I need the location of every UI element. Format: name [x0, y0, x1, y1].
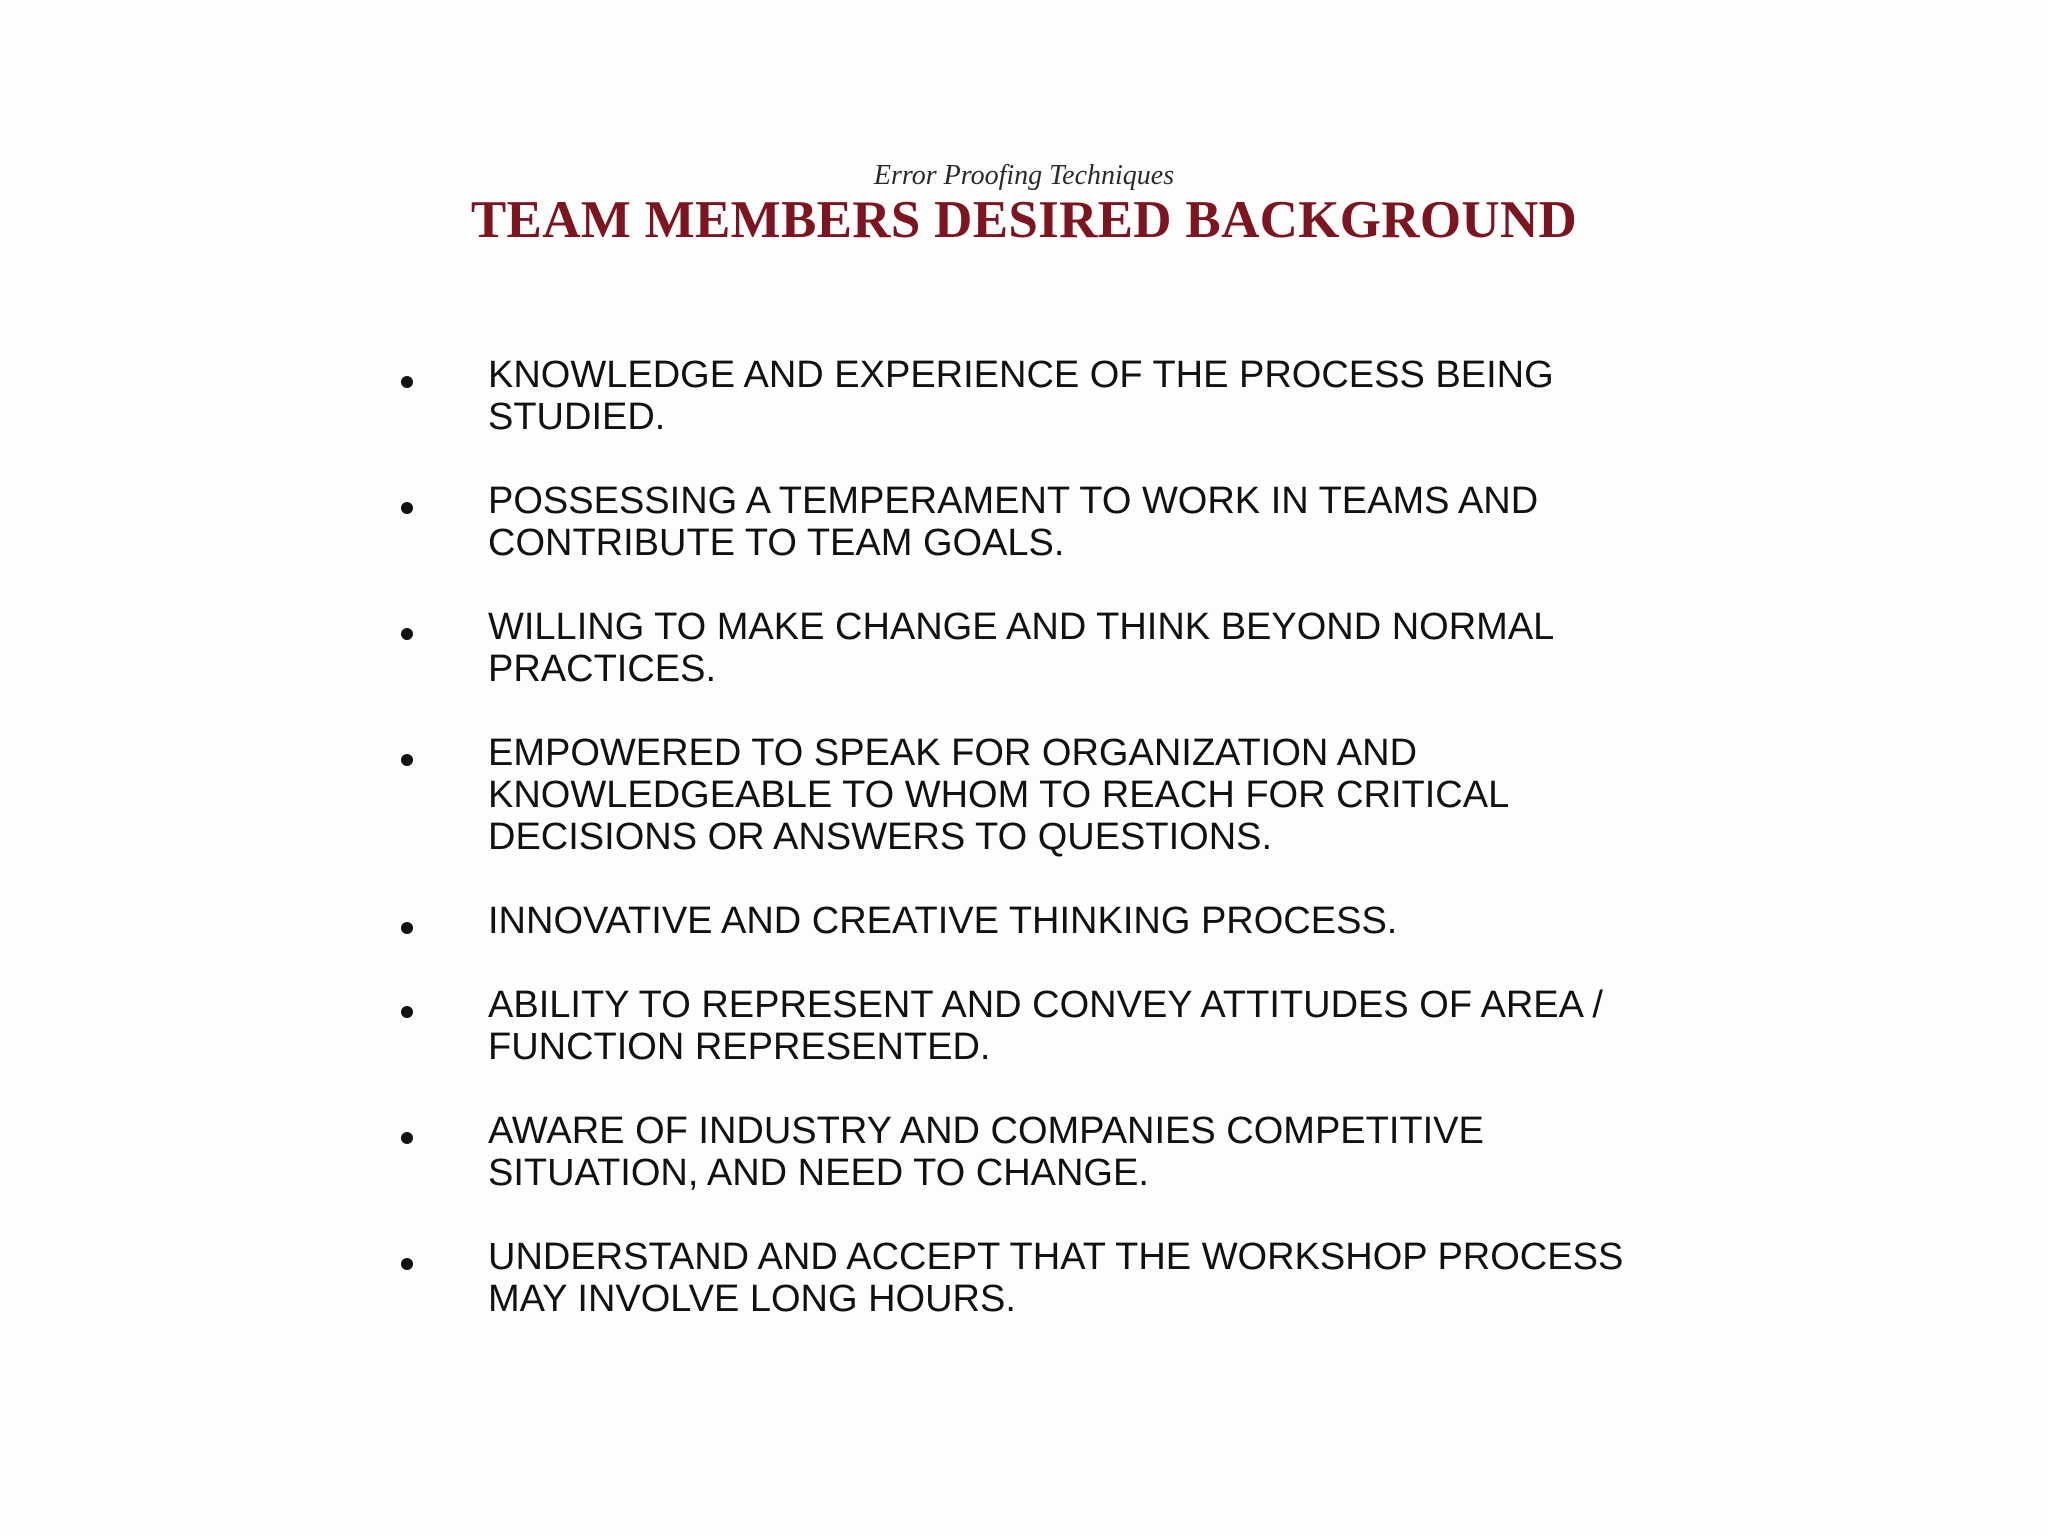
bullet-text: UNDERSTAND AND ACCEPT THAT THE WORKSHOP PROCESS MAY INVOLVE LONG HOURS.: [488, 1236, 1624, 1320]
bullet-item: [392, 354, 1692, 438]
bullet-dot-icon: [401, 754, 413, 766]
bullet-text: POSSESSING A TEMPERAMENT TO WORK IN TEAMS AND CONTRIBUTE TO TEAM GOALS.: [488, 480, 1539, 564]
bullet-dot-icon: [401, 502, 413, 514]
bullet-text: WILLING TO MAKE CHANGE AND THINK BEYOND NORMAL PRACTICES.: [488, 606, 1553, 690]
bullet-text: EMPOWERED TO SPEAK FOR ORGANIZATION AND KNOWLEDGEABLE TO WHOM TO REACH FOR CRITICAL DECISIONS OR ANSWERS TO QUESTIONS.: [488, 732, 1508, 858]
bullet-dot-icon: [401, 922, 413, 934]
bullet-dot-icon: [401, 376, 413, 388]
bullet-dot-icon: [401, 1132, 413, 1144]
bullet-item: [392, 984, 1692, 1068]
bullet-item: [392, 1236, 1692, 1320]
slide-title: TEAM MEMBERS DESIRED BACKGROUND: [470, 191, 1578, 249]
bullet-text: AWARE OF INDUSTRY AND COMPANIES COMPETITIVE SITUATION, AND NEED TO CHANGE.: [488, 1110, 1484, 1194]
bullet-dot-icon: [401, 1006, 413, 1018]
bullet-text: KNOWLEDGE AND EXPERIENCE OF THE PROCESS BEING STUDIED.: [488, 354, 1554, 438]
slide-subtitle: Error Proofing Techniques: [873, 160, 1175, 191]
bullet-item: [392, 732, 1692, 858]
bullet-item: [392, 480, 1692, 564]
bullet-item: [392, 606, 1692, 690]
bullet-dot-icon: [401, 628, 413, 640]
bullet-text: ABILITY TO REPRESENT AND CONVEY ATTITUDES OF AREA / FUNCTION REPRESENTED.: [488, 984, 1603, 1068]
bullet-text: INNOVATIVE AND CREATIVE THINKING PROCESS.: [488, 900, 1398, 942]
bullet-dot-icon: [401, 1258, 413, 1270]
bullet-item: [392, 1110, 1692, 1194]
bullet-list: [392, 354, 1692, 1362]
bullet-item: [392, 900, 1692, 942]
